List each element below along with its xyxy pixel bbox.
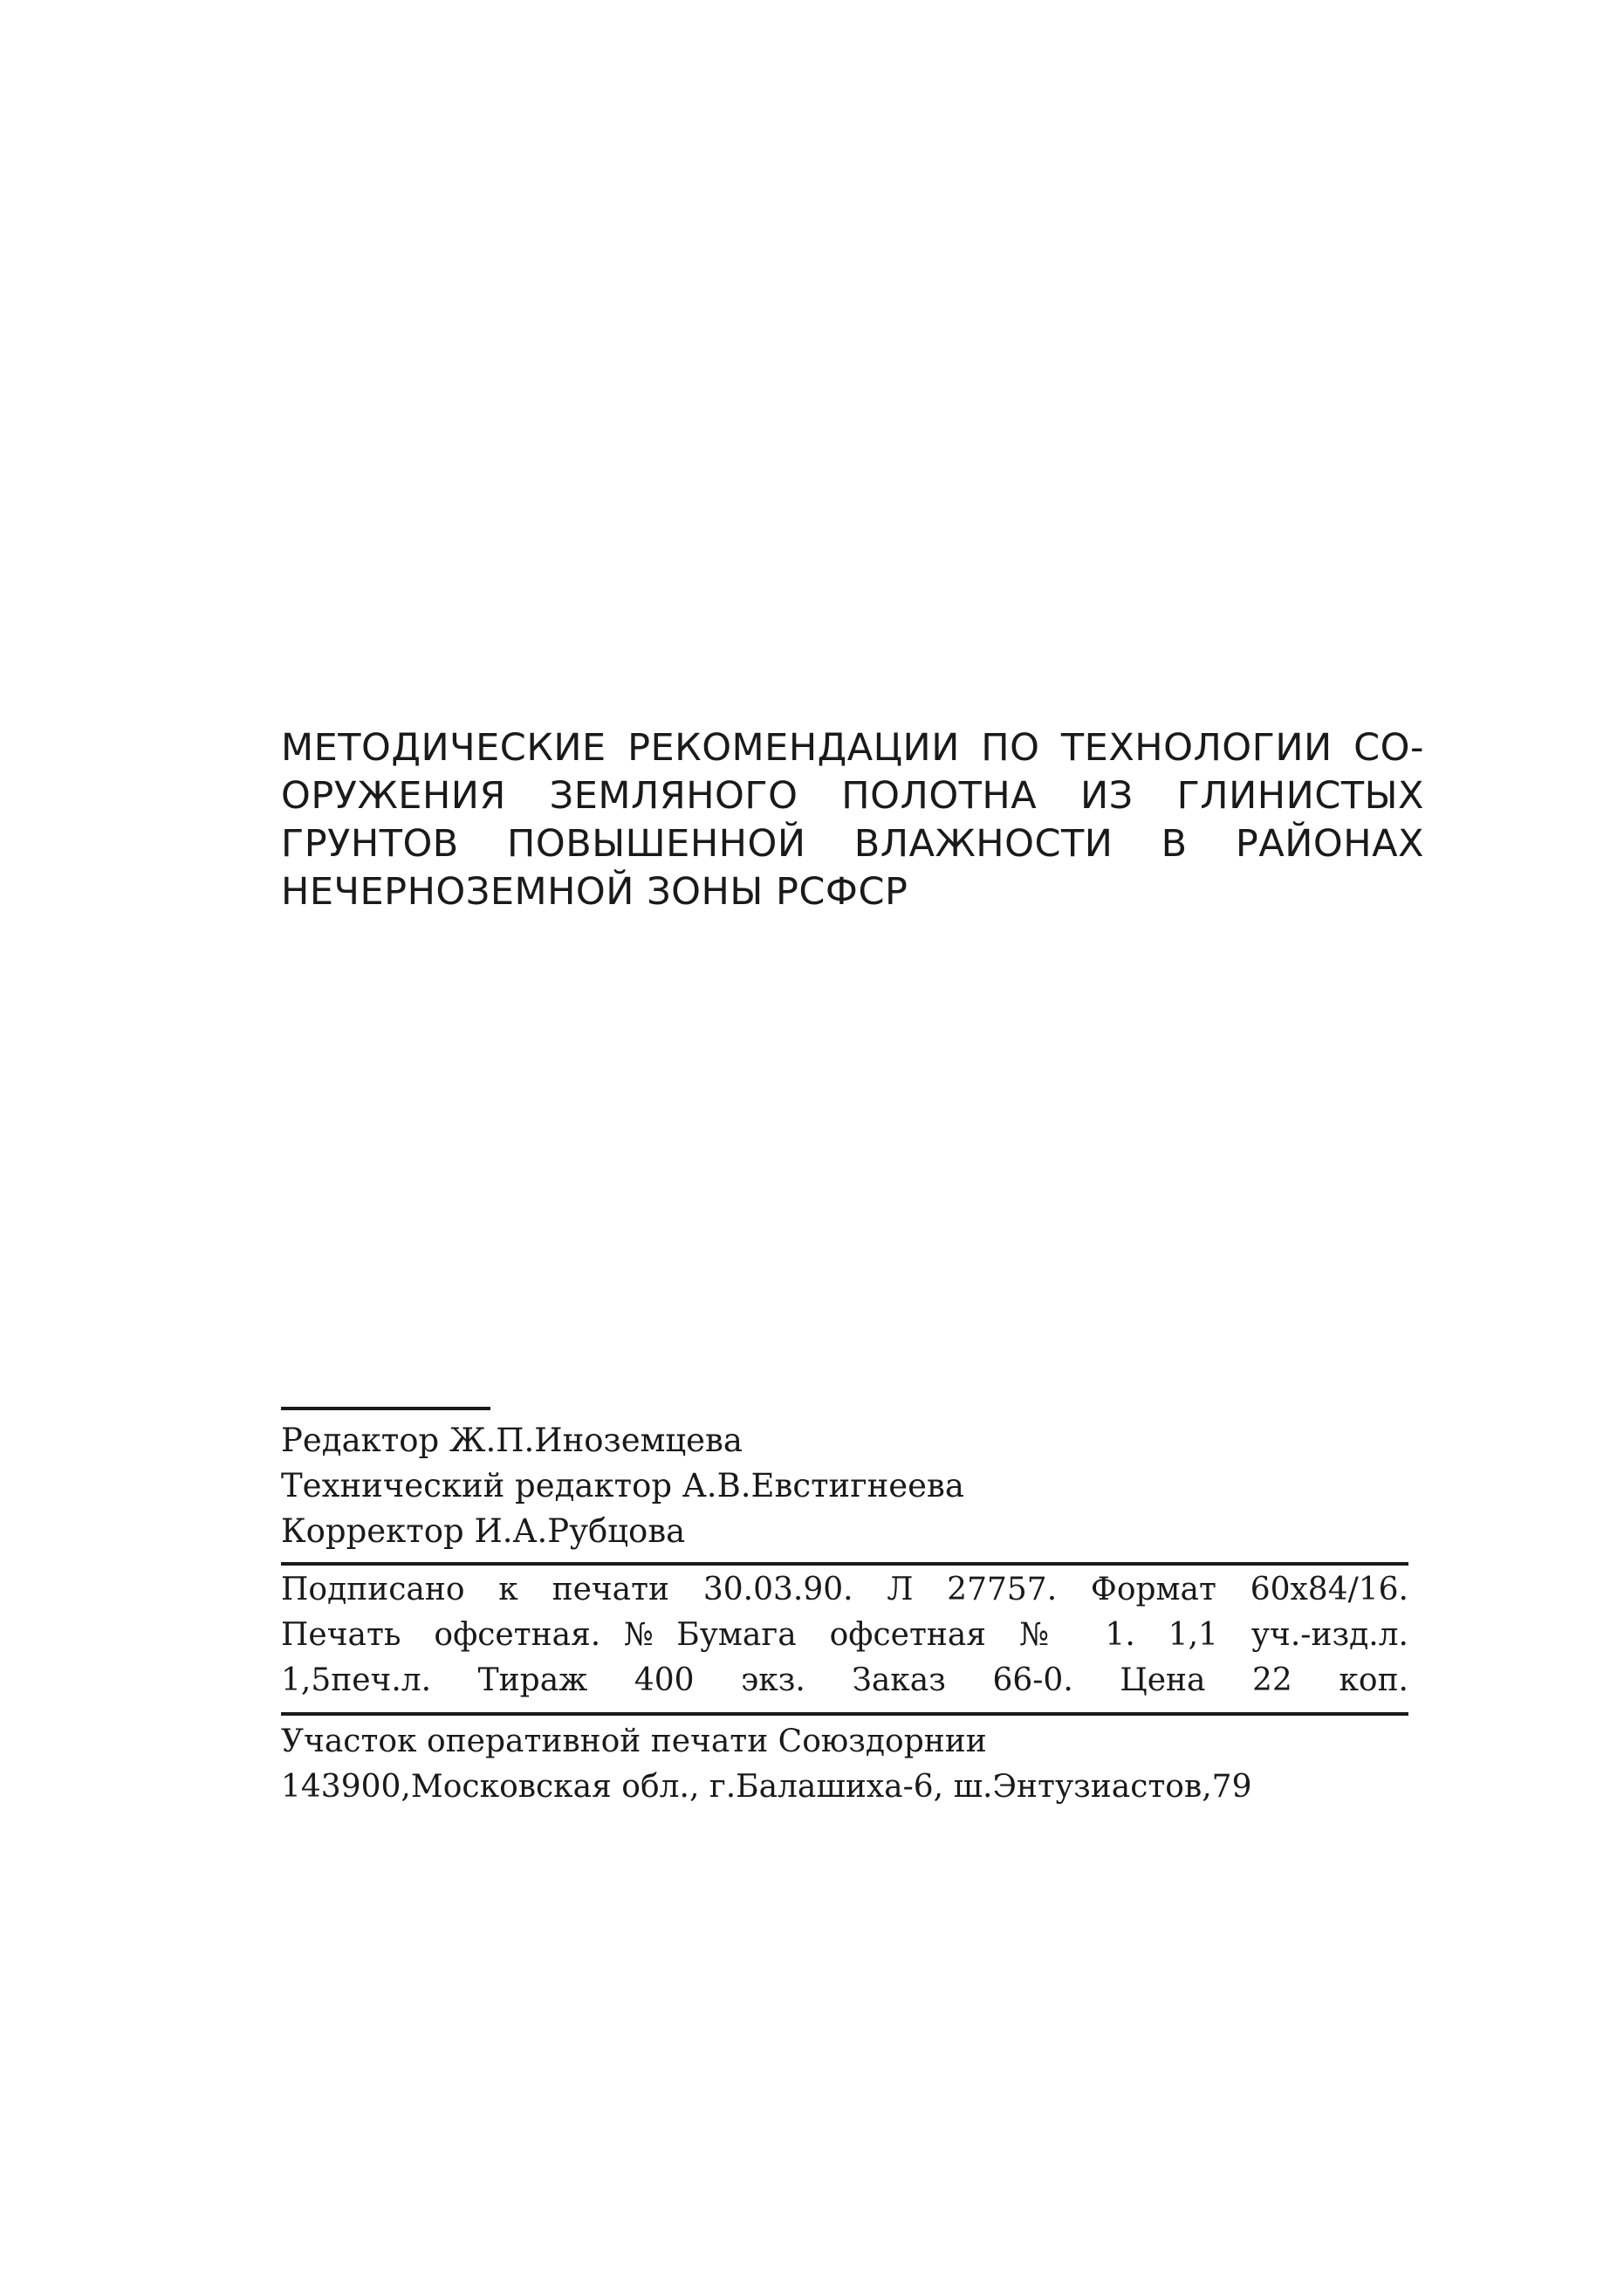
- document-title: [281, 724, 1424, 916]
- printer-block: [281, 1719, 1415, 1810]
- title-line: ГРУНТОВ ПОВЫШЕННОЙ ВЛАЖНОСТИ В РАЙОНАХ: [281, 822, 1424, 866]
- imprint-line: Подписано к печати 30.03.90. Л 27757. Формат 60х84/16.: [281, 1572, 1408, 1607]
- credit-editor: Редактор Ж.П.Иноземцева: [281, 1422, 743, 1459]
- printer-name: Участок оперативной печати Союздорнии: [281, 1724, 987, 1759]
- imprint-line: Печать офсетная.№Бумага офсетная № 1. 1,1 уч.-изд.л.: [281, 1617, 1408, 1653]
- credit-proofreader: Корректор И.А.Рубцова: [281, 1512, 686, 1550]
- short-divider: [281, 1407, 490, 1410]
- printer-address: 143900,Московская обл., г.Балашиха-6, ш.Энтузиастов,79: [281, 1769, 1252, 1805]
- title-line: НЕЧЕРНОЗЕМНОЙ ЗОНЫ РСФСР: [281, 870, 908, 914]
- title-line: МЕТОДИЧЕСКИЕ РЕКОМЕНДАЦИИ ПО ТЕХНОЛОГИИ СО-: [281, 726, 1424, 770]
- credit-technical-editor: Технический редактор А.В.Евстигнеева: [281, 1467, 964, 1504]
- imprint-line: 1,5печ.л. Тираж 400 экз. Заказ 66-0. Цена 22 коп.: [281, 1662, 1408, 1698]
- divider: [281, 1562, 1408, 1566]
- imprint-block: [281, 1567, 1408, 1703]
- divider: [281, 1712, 1408, 1716]
- title-line: ОРУЖЕНИЯ ЗЕМЛЯНОГО ПОЛОТНА ИЗ ГЛИНИСТЫХ: [281, 774, 1424, 818]
- credits-block: [281, 1418, 1415, 1554]
